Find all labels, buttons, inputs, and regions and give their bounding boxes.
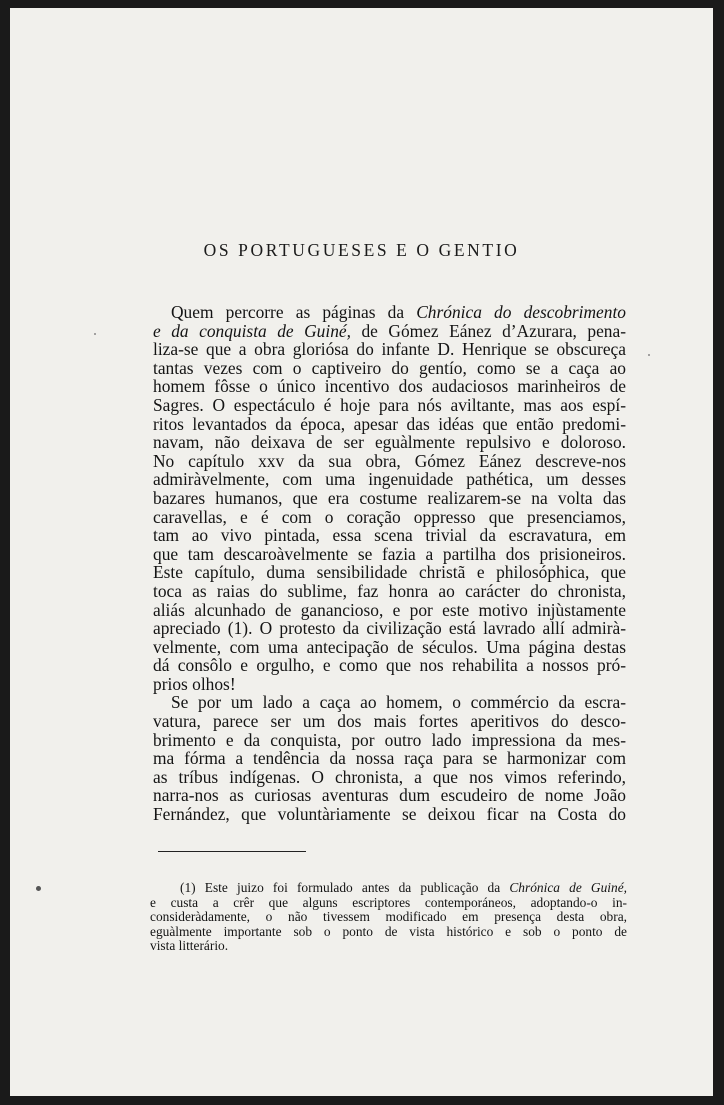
- text-line: [153, 656, 626, 675]
- text-run: de Gómez Eánez d’Azurara, pena-: [350, 320, 627, 341]
- text-line: [153, 582, 626, 601]
- footnote: [150, 881, 627, 954]
- text-line: [153, 433, 626, 452]
- text-line: [153, 675, 626, 694]
- footnote-line: [150, 925, 627, 940]
- italic-title: e da conquista de Guiné,: [153, 320, 351, 341]
- text-run: Fernández, que voluntàriamente se deixou ficar na Costa do: [153, 804, 626, 825]
- text-line: [153, 303, 626, 322]
- text-run: caravellas, e é com o coração oppresso que presenciamos,: [153, 506, 626, 527]
- ink-speck: [648, 354, 650, 356]
- text-line: [153, 601, 626, 620]
- text-run: vista litterário.: [150, 938, 229, 954]
- body-text: [153, 303, 626, 824]
- text-line: [153, 340, 626, 359]
- text-line: [153, 470, 626, 489]
- text-run: velmente, com uma antecipação de séculos. Uma página destas: [153, 636, 626, 657]
- text-line: [153, 712, 626, 731]
- text-run: consideràdamente, o não tivessem modificado em presença desta obra,: [150, 909, 627, 925]
- text-run: Sagres. O espectáculo é hoje para nós aviltante, mas aos espí-: [153, 394, 626, 415]
- text-run: admiràvelmente, com uma ingenuidade pathética, um desses: [153, 469, 626, 490]
- footnote-line: [150, 939, 627, 954]
- italic-title: Chrónica de Guiné,: [509, 880, 628, 895]
- text-line: [153, 452, 626, 471]
- footnote-line: [150, 881, 627, 896]
- text-line: [153, 359, 626, 378]
- text-run: dá consôlo e orgulho, e como que nos rehabilita a nossos pró-: [153, 655, 626, 676]
- footnote-line: [150, 896, 627, 911]
- footnote-line: [150, 910, 627, 925]
- text-run: navam, não deixava de ser eguàlmente repulsivo e doloroso.: [153, 432, 626, 453]
- text-run: tantas vezes com o captiveiro do gentío, como se a caça ao: [153, 357, 626, 378]
- text-line: [153, 508, 626, 527]
- text-run: tam ao vivo pintada, essa scena trivial da escravatura, em: [153, 525, 626, 546]
- text-line: [153, 786, 626, 805]
- text-line: [153, 377, 626, 396]
- text-line: [153, 749, 626, 768]
- text-run: as tríbus indígenas. O chronista, a que nos vimos referindo,: [153, 766, 626, 787]
- text-run: e custa a crêr que alguns escriptores contemporáneos, adoptando-o in-: [150, 894, 627, 910]
- text-run: eguàlmente importante sob o ponto de vista histórico e sob o ponto de: [150, 923, 627, 939]
- text-run: toca as raias do sublime, faz honra ao carácter do chronista,: [153, 580, 626, 601]
- text-run: Este capítulo, duma sensibilidade christã e philosóphica, que: [153, 562, 626, 583]
- text-line: [153, 415, 626, 434]
- text-run: ritos levantados da época, apesar das idéas que então predomi-: [153, 413, 626, 434]
- ink-speck: [94, 333, 96, 335]
- text-line: [153, 322, 626, 341]
- italic-title: Chrónica do descobrimento: [416, 302, 626, 322]
- text-run: bazares humanos, que era costume realizarem-se na volta das: [153, 487, 626, 508]
- text-line: [153, 563, 626, 582]
- text-run: Quem percorre as páginas da: [171, 302, 417, 322]
- text-line: [153, 489, 626, 508]
- text-line: [153, 619, 626, 638]
- text-line: [153, 396, 626, 415]
- text-line: [153, 526, 626, 545]
- book-page: [10, 8, 713, 1096]
- text-run: (1) Este juizo foi formulado antes da publicação da: [180, 880, 510, 895]
- text-line: [153, 693, 626, 712]
- text-run: apreciado (1). O protesto da civilização está lavrado allí admirà-: [153, 618, 626, 639]
- text-run: narra-nos as curiosas aventuras dum escudeiro de nome João: [153, 785, 626, 806]
- text-run: homem fôsse o único incentivo dos audaciosos marinheiros de: [153, 376, 626, 397]
- text-run: ma fórma a tendência da nossa raça para se harmonizar com: [153, 748, 626, 769]
- footnote-divider: [158, 851, 306, 852]
- text-line: [153, 545, 626, 564]
- text-run: liza-se que a obra gloriósa do infante D. Henrique se obscureça: [153, 339, 626, 360]
- text-run: Se por um lado a caça ao homem, o commércio da escra-: [171, 692, 626, 713]
- text-run: vatura, parece ser um dos mais fortes aperitivos do desco-: [153, 711, 626, 732]
- chapter-title: OS PORTUGUESES E O GENTIO: [203, 240, 520, 260]
- text-line: [153, 768, 626, 787]
- text-run: que tam descaroàvelmente se fazia a partilha dos prisioneiros.: [153, 543, 626, 564]
- text-line: [153, 731, 626, 750]
- text-run: prios olhos!: [153, 673, 236, 694]
- ink-speck: [36, 886, 41, 891]
- text-run: aliás alcunhado de ganancioso, e por este motivo injùstamente: [153, 599, 626, 620]
- text-line: [153, 638, 626, 657]
- text-run: No capítulo xxv da sua obra, Gómez Eánez descreve-nos: [153, 450, 626, 471]
- text-run: brimento e da conquista, por outro lado impressiona da mes-: [153, 729, 626, 750]
- text-line: [153, 805, 626, 824]
